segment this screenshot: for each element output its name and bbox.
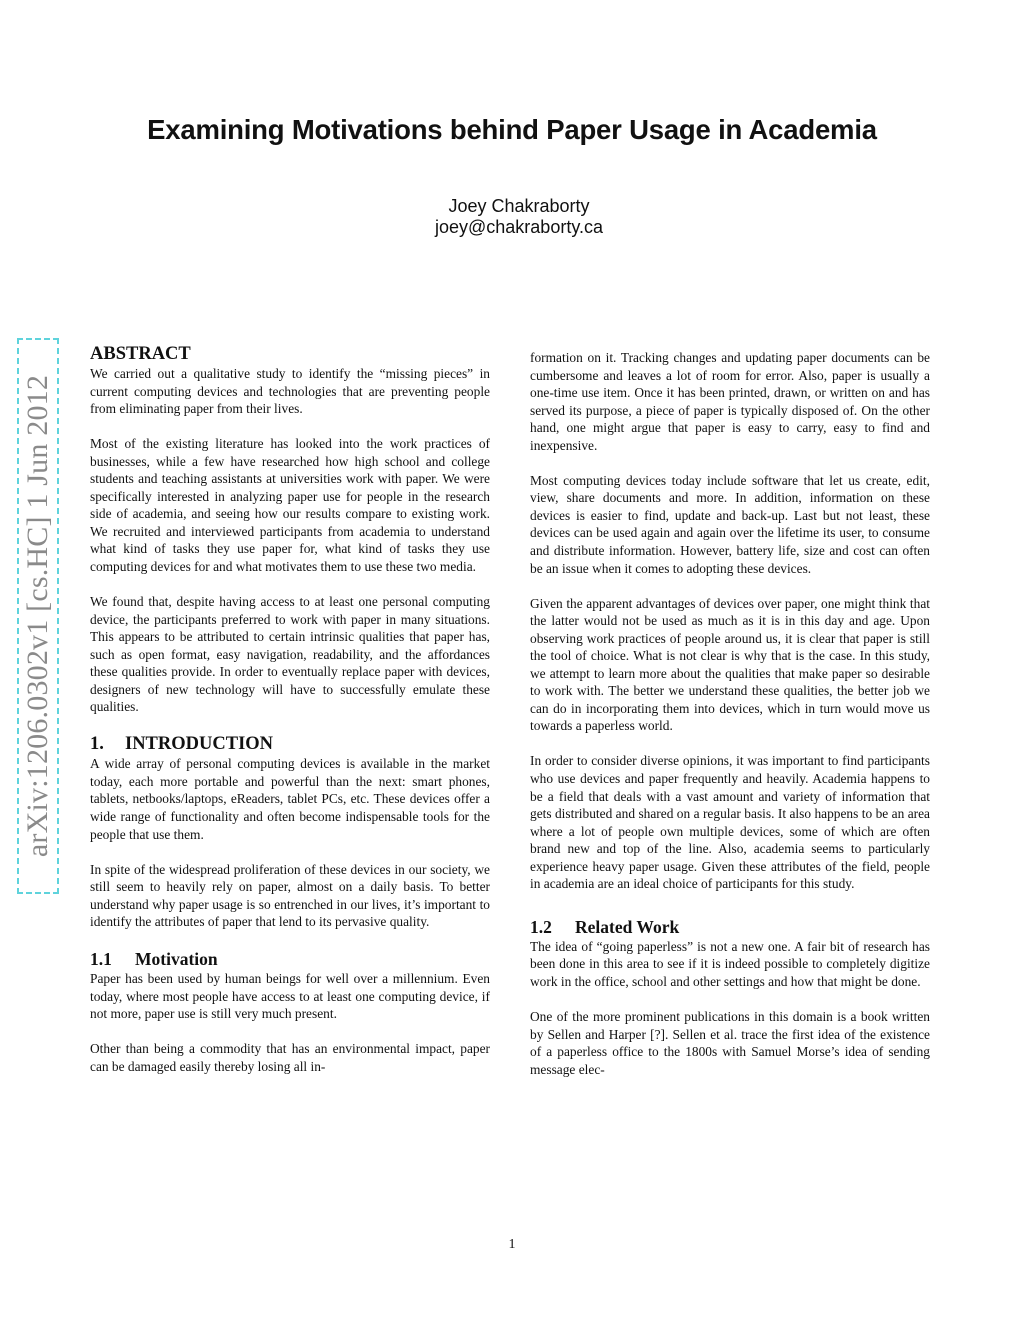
- arxiv-stamp: [17, 338, 59, 894]
- author-email: joey@chakraborty.ca: [434, 217, 603, 237]
- abstract-heading: ABSTRACT: [90, 344, 191, 364]
- subsection-title: Motivation: [135, 949, 218, 970]
- subsection-number: 1.1: [90, 949, 112, 970]
- abstract-paragraph: Most of the existing literature has looked into the work practices of businesses, while a few have researched how high school and college students and teaching assistants at universities work with paper. We were specifically interested in analyzing paper use for people in the research side of academia, and seeing how our results compare to existing work. We recruited and interviewed participants from academia to understand what kind of tasks they use paper for, what kind of tasks they use computing devices for and what motivates them to use these two media.: [90, 436, 490, 574]
- page-number: 1: [508, 1237, 516, 1252]
- body-paragraph: Paper has been used by human beings for well over a millennium. Even today, where most people have access to at least one computing device, if not more, paper use is still very much present.: [90, 971, 490, 1022]
- subsection-heading-related-work: [530, 916, 930, 938]
- section-title: INTRODUCTION: [125, 734, 274, 755]
- body-paragraph: Most computing devices today include software that let us create, edit, view, share documents and more. In addition, information on these devices is easier to find, update and back-up. Last but not least, these devices can be used again and again over the lifetime its user, to consume and distribute information. However, battery life, size and cost can often be an issue when it comes to adopting these devices.: [530, 472, 930, 576]
- body-paragraph: A wide array of personal computing devices is available in the market today, each more portable and powerful than the next: smart phones, tablets, netbooks/laptops, eReaders, tablet PCs, etc. These devices offer a wide range of functionality and often become indispensable tools for the people that use them.: [90, 756, 490, 842]
- subsection-number: 1.2: [530, 916, 552, 937]
- subsection-title: Related Work: [575, 916, 680, 937]
- arxiv-stamp-text: arXiv:1206.0302v1 [cs.HC] 1 Jun 2012: [21, 374, 54, 858]
- body-paragraph: In order to consider diverse opinions, it was important to find participants who use devices and paper frequently and heavily. Academia happens to be a field that deals with a vast amount and variety of information that gets distributed and shared on a regular basis. It also happens to be an area where a lot of people own multiple devices, some of which are often brand new and top of the line. Also, academia seems to particularly experience heavy paper usage. Given these attributes of the field, people in academia are an ideal choice of participants for this study.: [530, 753, 930, 892]
- paper-title: Examining Motivations behind Paper Usage in Academia: [147, 114, 877, 145]
- left-column: [90, 343, 490, 1076]
- abstract-paragraph: We carried out a qualitative study to identify the “missing pieces” in current computing devices and technologies that are preventing people from eliminating paper from their lives.: [90, 366, 490, 417]
- body-paragraph: Other than being a commodity that has an environmental impact, paper can be damaged easily thereby losing all in-: [90, 1041, 490, 1074]
- body-paragraph: formation on it. Tracking changes and updating paper documents can be cumbersome and leaves a lot of room for error. Also, paper is usually a one-time use item. Once it has been printed, drawn, or written on and has served its purpose, a piece of paper is typically disposed of. On the other hand, one might argue that paper is easy to carry, easy to find and inexpensive.: [530, 350, 930, 453]
- right-column: [530, 349, 930, 1078]
- author-name: Joey Chakraborty: [448, 196, 590, 216]
- section-heading-introduction: [90, 733, 490, 755]
- body-paragraph: One of the more prominent publications in this domain is a book written by Sellen and Harper [?]. Sellen et al. trace the first idea of the existence of a paperless office to the 1800s with Samuel Morse’s idea of sending message elec-: [530, 1008, 930, 1077]
- abstract-paragraph: We found that, despite having access to at least one personal computing device, the participants preferred to work with paper in many situations. This appears to be attributed to certain intrinsic qualities that paper has, such as open format, easy navigation, readability, and the affordances these qualities provide. In order to eventually replace paper with devices, designers of new technology will have to successfully emulate these qualities.: [90, 594, 490, 715]
- subsection-heading-motivation: [90, 948, 490, 970]
- body-paragraph: In spite of the widespread proliferation of these devices in our society, we still seem to heavily rely on paper, almost on a daily basis. To better understand why paper usage is so entrenched in our lives, it’s important to identify the attributes of paper that lend to its pervasive quality.: [90, 861, 490, 930]
- body-paragraph: The idea of “going paperless” is not a new one. A fair bit of research has been done in this area to see if it is indeed possible to completely digitize work in the office, school and other settings and how that might be done.: [530, 938, 930, 989]
- section-number: 1.: [90, 734, 104, 755]
- body-paragraph: Given the apparent advantages of devices over paper, one might think that the latter would not be used as much as it is in this day and age. Upon observing work practices of people around us, it is clear that paper is still the tool of choice. What is not clear is why that is the case. In this study, we attempt to learn more about the qualities that make paper so desirable to work with. The better we understand these qualities, the better job we can do in incorporating them into devices, which in turn would move us towards a paperless world.: [530, 595, 930, 734]
